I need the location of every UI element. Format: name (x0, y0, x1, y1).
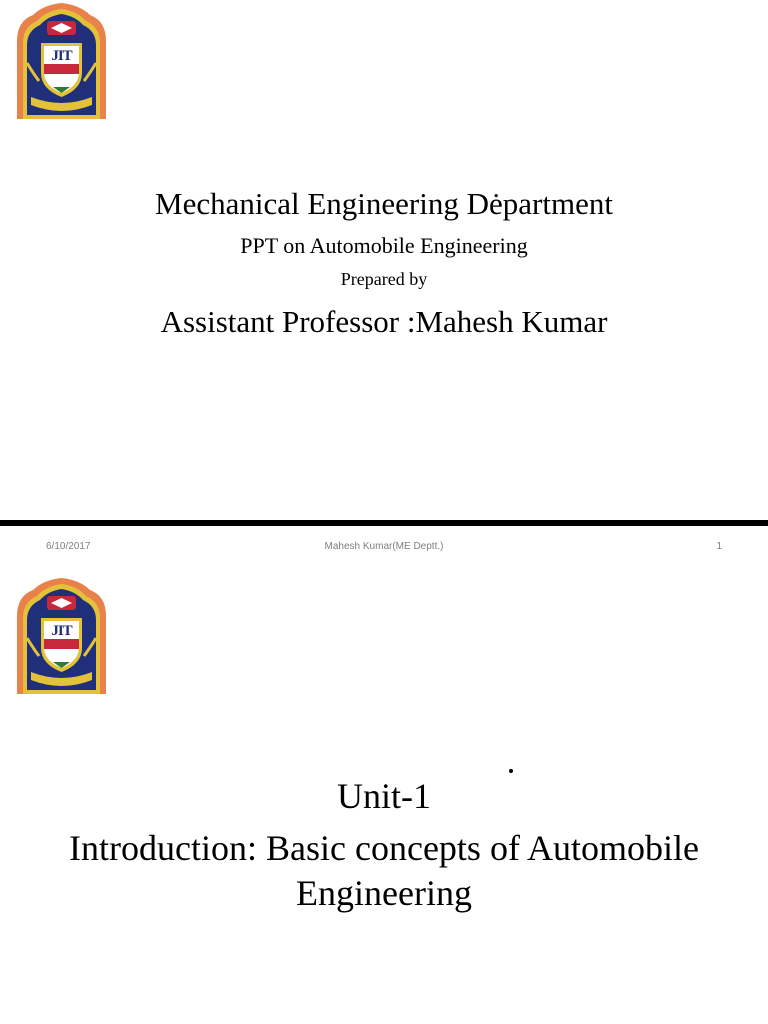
unit-title: Unit-1 (337, 776, 431, 816)
slide-divider (0, 520, 768, 526)
footer-date: 6/10/2017 (46, 541, 91, 552)
unit-heading: Introduction: Basic concepts of Automobile Engineering (69, 828, 699, 913)
logo-monogram: JIT (51, 623, 72, 639)
department-title: Mechanical Engineering Dėpartment (155, 186, 613, 221)
institute-logo (13, 1, 110, 119)
footer-author: Mahesh Kumar(ME Deptt.) (324, 541, 444, 552)
logo-monogram: JIT (51, 48, 72, 64)
unit-slide (0, 530, 768, 1024)
prepared-by-label: Prepared by (340, 269, 428, 289)
stray-dot (509, 769, 513, 773)
author-name: Assistant Professor :Mahesh Kumar (160, 304, 608, 339)
presentation-subtitle: PPT on Automobile Engineering (240, 233, 528, 258)
institute-logo (13, 576, 110, 694)
footer-page-number: 1 (716, 541, 722, 552)
